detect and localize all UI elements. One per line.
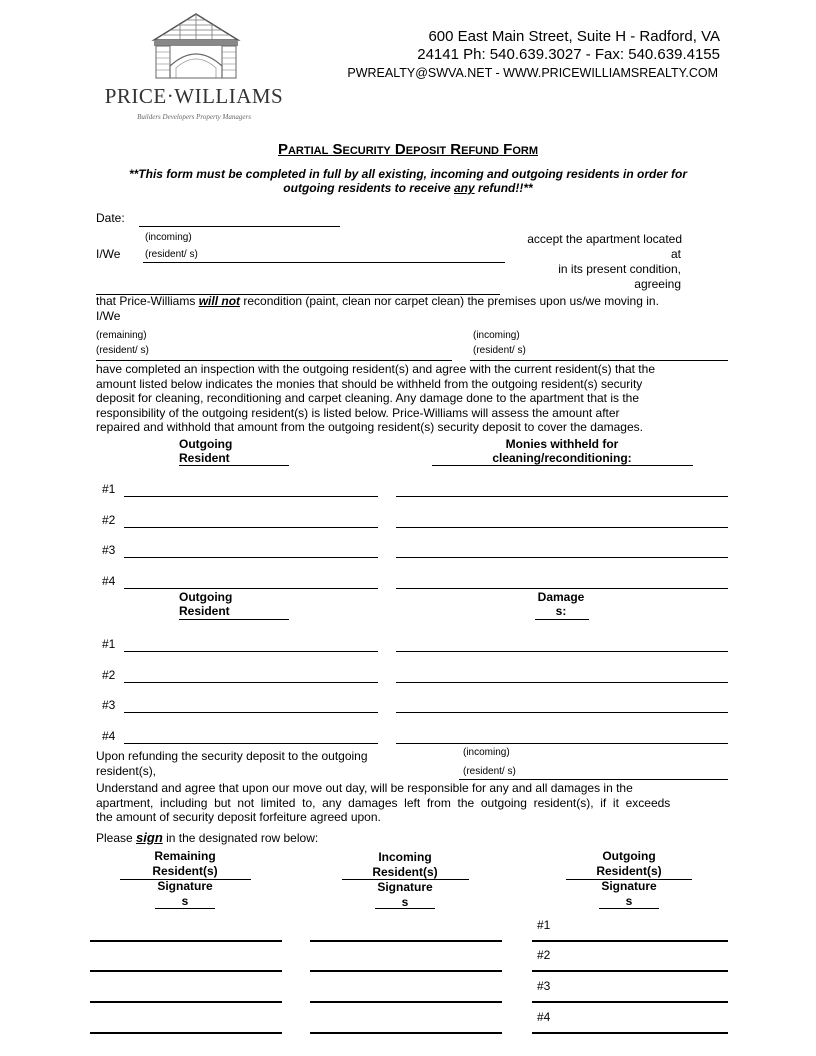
agree-emphasis: will not (198, 294, 241, 308)
sign-emphasis: sign (136, 830, 163, 845)
address-line-2: 24141 Ph: 540.639.3027 - Fax: 540.639.4155 (417, 46, 720, 63)
signature-row-label: #1 (537, 918, 551, 932)
bridge-logo-icon (150, 12, 242, 80)
notice-line-2: outgoing residents to receive any refund!!** (283, 181, 533, 195)
agree-sentence: that Price-Williams will not recondition (paint, clean nor carpet clean) the premises upon us/we moving in. (96, 294, 659, 308)
incoming-hint-2: (incoming) (473, 330, 520, 341)
table2-row1-damages[interactable] (396, 651, 728, 652)
refund-incoming-residents-field[interactable] (459, 779, 728, 780)
company-name: PRICE·WILLIAMS (104, 84, 284, 108)
table1-row4-monies[interactable] (396, 588, 728, 589)
table2-row-label: #4 (102, 729, 116, 743)
accept-line-4: agreeing (634, 277, 681, 291)
incoming-signature-3[interactable] (310, 1001, 502, 1003)
table2-col2-underline (535, 619, 589, 620)
table2-row2-resident[interactable] (124, 682, 378, 683)
company-logo (150, 12, 242, 80)
table1-col2-underline (432, 465, 693, 466)
understand-paragraph: Understand and agree that upon our move out day, will be responsible for any and all damages in the apartment, including but not limited to, any damages left from the outgoing resident(s), if it exceeds the amount of security deposit forfeiture agreed upon. (96, 781, 671, 825)
notice-line-1: **This form must be completed in full by all existing, incoming and outgoing residents in order for (128, 167, 688, 181)
signature-row-label: #2 (537, 948, 551, 962)
table1-row1-monies[interactable] (396, 496, 728, 497)
address-line-1: 600 East Main Street, Suite H - Radford, VA (428, 28, 720, 45)
table1-row-label: #1 (102, 482, 116, 496)
outgoing-signature-2[interactable] (532, 970, 728, 972)
outgoing-signature-3[interactable] (532, 1001, 728, 1003)
table2-row4-resident[interactable] (124, 743, 378, 744)
signature-row-label: #3 (537, 979, 551, 993)
date-label: Date: (96, 211, 125, 225)
outgoing-header-underline-2 (599, 908, 659, 909)
table1-row-label: #2 (102, 513, 116, 527)
notice-emphasis: any (454, 181, 475, 195)
table1-row1-resident[interactable] (124, 496, 378, 497)
remaining-residents-hint: (resident/ s) (96, 345, 149, 356)
table1-col2-header: Monies withheld for cleaning/reconditioning: (492, 437, 632, 465)
incoming-signature-1[interactable] (310, 940, 502, 942)
table2-row4-damages[interactable] (396, 743, 728, 744)
refund-line-1: Upon refunding the security deposit to the outgoing (96, 749, 368, 763)
contact-line: PWREALTY@SWVA.NET - WWW.PRICEWILLIAMSREALTY.COM (347, 66, 718, 80)
incoming-signature-header: Incoming Resident(s) Signature s (372, 850, 438, 909)
signature-row-label: #4 (537, 1010, 551, 1024)
refund-line-2: resident(s), (96, 764, 157, 778)
table2-col1-underline (179, 619, 289, 620)
remaining-header-underline-2 (155, 908, 215, 909)
residents-hint: (resident/ s) (145, 249, 198, 260)
table2-col1-header: Outgoing Resident (179, 590, 233, 618)
accept-line-1: accept the apartment located (527, 232, 682, 246)
remaining-hint: (remaining) (96, 330, 147, 341)
accept-line-2: at (670, 247, 681, 261)
inspection-paragraph: have completed an inspection with the outgoing resident(s) and agree with the current resident(s) that the amount listed below indicates the monies that should be withheld from the outgoing resident(s) security deposit for cleaning, reconditioning and carpet cleaning. Any damage done to the apartment that is the responsibility of the outgoing resident(s) is listed below. Price-Williams will assess the amount after repaired and withhold that amount from the outgoing resident(s) security deposit to cover the damages. (96, 362, 655, 435)
outgoing-header-underline (566, 879, 692, 880)
company-tagline: Builders Developers Property Managers (137, 113, 251, 121)
table1-row3-resident[interactable] (124, 557, 378, 558)
iwe2-label: I/We (96, 309, 121, 323)
incoming-residents-field[interactable] (143, 262, 505, 263)
accept-line-3: in its present condition, (558, 262, 681, 276)
outgoing-signature-header: Outgoing Resident(s) Signature s (596, 849, 662, 908)
remaining-signature-header: Remaining Resident(s) Signature s (152, 849, 218, 908)
table1-row3-monies[interactable] (396, 557, 728, 558)
incoming-residents-hint-2: (resident/ s) (473, 345, 526, 356)
refund-incoming-hint: (incoming) (463, 747, 510, 758)
table2-row-label: #3 (102, 698, 116, 712)
table1-row-label: #4 (102, 574, 116, 588)
remaining-signature-3[interactable] (90, 1001, 282, 1003)
remaining-signature-2[interactable] (90, 970, 282, 972)
table1-row4-resident[interactable] (124, 588, 378, 589)
incoming-residents-field-2[interactable] (470, 360, 728, 361)
table1-row-label: #3 (102, 543, 116, 557)
notice (0, 167, 816, 195)
iwe-label: I/We (96, 247, 121, 261)
table1-col1-underline (179, 465, 289, 466)
incoming-signature-4[interactable] (310, 1032, 502, 1034)
table2-row1-resident[interactable] (124, 651, 378, 652)
table2-row3-resident[interactable] (124, 712, 378, 713)
table2-row3-damages[interactable] (396, 712, 728, 713)
incoming-signature-2[interactable] (310, 970, 502, 972)
table2-col2-header: Damage s: (537, 590, 585, 618)
incoming-header-underline-2 (375, 908, 435, 909)
incoming-header-underline (342, 879, 469, 880)
table1-row2-monies[interactable] (396, 527, 728, 528)
table1-row2-resident[interactable] (124, 527, 378, 528)
remaining-signature-1[interactable] (90, 940, 282, 942)
incoming-hint: (incoming) (145, 232, 192, 243)
outgoing-signature-4[interactable] (532, 1032, 728, 1034)
date-field[interactable] (139, 226, 340, 227)
table1-col1-header: Outgoing Resident (179, 437, 233, 465)
form-title: Partial Security Deposit Refund Form (277, 141, 538, 158)
remaining-residents-field[interactable] (96, 360, 452, 361)
outgoing-signature-1[interactable] (532, 940, 728, 942)
table2-row2-damages[interactable] (396, 682, 728, 683)
refund-residents-hint: (resident/ s) (463, 766, 516, 777)
please-sign: Please sign in the designated row below: (96, 830, 319, 845)
remaining-header-underline (120, 879, 251, 880)
table2-row-label: #1 (102, 637, 116, 651)
remaining-signature-4[interactable] (90, 1032, 282, 1034)
table2-row-label: #2 (102, 668, 116, 682)
